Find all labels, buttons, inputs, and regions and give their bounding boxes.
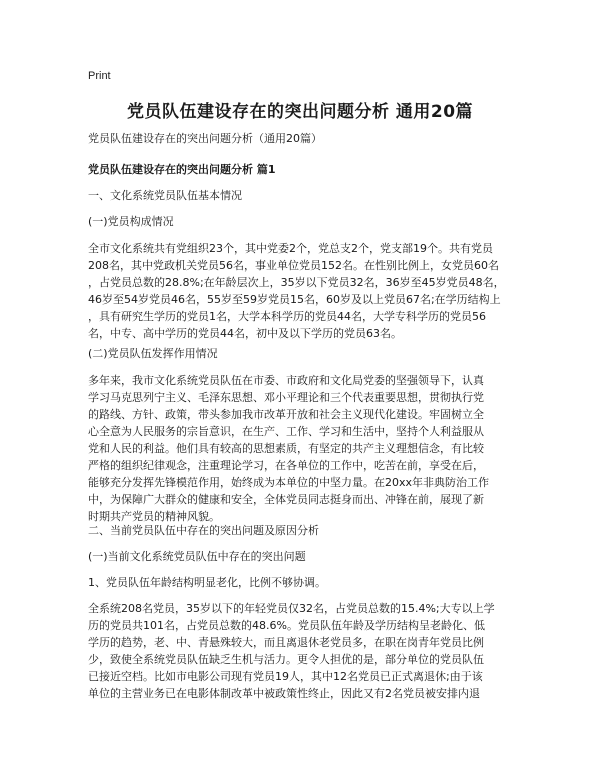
paragraph-line: 能够充分发挥先锋模范作用，始终成为本单位的中坚力量。在20xx年非典防治工作 <box>88 476 490 489</box>
section1-sub1-heading: (一)党员构成情况 <box>88 215 174 228</box>
section1-sub2-paragraph <box>88 372 516 525</box>
paragraph-line: 全市文化系统共有党组织23个，其中党委2个，党总支2个，党支部19个。共有党员 <box>88 242 493 255</box>
paragraph-line: 学历的趋势，老、中、青悬殊较大，而且离退休老党员多，在职在岗青年党员比例 <box>88 636 484 649</box>
page-title: 党员队伍建设存在的突出问题分析 通用20篇 <box>126 102 474 122</box>
paragraph-line: 已接近空档。比如市电影公司现有党员19人，其中12名党员已正式离退休;由于该 <box>88 670 483 683</box>
paragraph-line: 党和人民的利益。他们具有较高的思想素质，有坚定的共产主义理想信念，有比较 <box>88 442 484 455</box>
section2-point1-heading: 1、党员队伍年龄结构明显老化，比例不够协调。 <box>88 576 326 589</box>
paragraph-line: 名，中专、高中学历的党员44名，初中及以下学历的党员63名。 <box>88 327 402 340</box>
paragraph-line: 全系统208名党员，35岁以下的年轻党员仅32名，占党员总数的15.4%;大专以上学 <box>88 602 495 615</box>
paragraph-line: 学习马克思列宁主义、毛泽东思想、邓小平理论和三个代表重要思想，贯彻执行党 <box>88 391 484 404</box>
paragraph-line: 46岁至54岁党员46名，55岁至59岁党员15名，60岁及以上党员67名;在学历结构上 <box>88 293 501 306</box>
paragraph-line: ，占党员总数的28.8%;在年龄层次上，35岁以下党员32名，36岁至45岁党员48名， <box>88 276 505 289</box>
section2-sub1-heading: (一)当前文化系统党员队伍中存在的突出问题 <box>88 550 306 563</box>
section1-sub2-heading: (二)党员队伍发挥作用情况 <box>88 347 218 360</box>
paragraph-line: ，具有研究生学历的党员1名，大学本科学历的党员44名，大学专科学历的党员56 <box>88 310 486 323</box>
paragraph-line: 严格的组织纪律观念，注重理论学习，在各单位的工作中，吃苦在前，享受在后， <box>88 459 484 472</box>
section1-sub1-paragraph <box>88 240 516 342</box>
paragraph-line: 208名，其中党政机关党员56名，事业单位党员152名。在性别比例上，女党员60名 <box>88 259 499 272</box>
paragraph-line: 的路线、方针、政策，带头参加我市改革开放和社会主义现代化建设。牢固树立全 <box>88 408 484 421</box>
subtitle: 党员队伍建设存在的突出问题分析（通用20篇） <box>88 132 322 145</box>
section2-point1-paragraph <box>88 600 516 702</box>
section2-heading: 二、当前党员队伍中存在的突出问题及原因分析 <box>88 524 319 537</box>
paragraph-line: 多年来，我市文化系统党员队伍在市委、市政府和文化局党委的坚强领导下，认真 <box>88 374 484 387</box>
paragraph-line: 少，致使全系统党员队伍缺乏生机与活力。更令人担优的是，部分单位的党员队伍 <box>88 653 484 666</box>
paragraph-line: 心全意为人民服务的宗旨意识，在生产、工作、学习和生活中，坚持个人利益服从 <box>88 425 484 438</box>
paragraph-line: 历的党员共101名，占党员总数的48.6%。党员队伍年龄及学历结构呈老龄化、低 <box>88 619 485 632</box>
section1-heading: 一、文化系统党员队伍基本情况 <box>88 189 242 202</box>
paragraph-line: 时期共产党员的精神风貌。 <box>88 510 220 523</box>
paragraph-line: 中，为保障广大群众的健康和安全，全体党员同志挺身而出、冲锋在前，展现了新 <box>88 493 484 506</box>
article-heading: 党员队伍建设存在的突出问题分析 篇1 <box>88 163 276 176</box>
paragraph-line: 单位的主营业务已在电影体制改革中被政策性终止，因此又有2名党员被安排内退 <box>88 687 480 700</box>
print-link[interactable]: Print <box>88 70 111 82</box>
